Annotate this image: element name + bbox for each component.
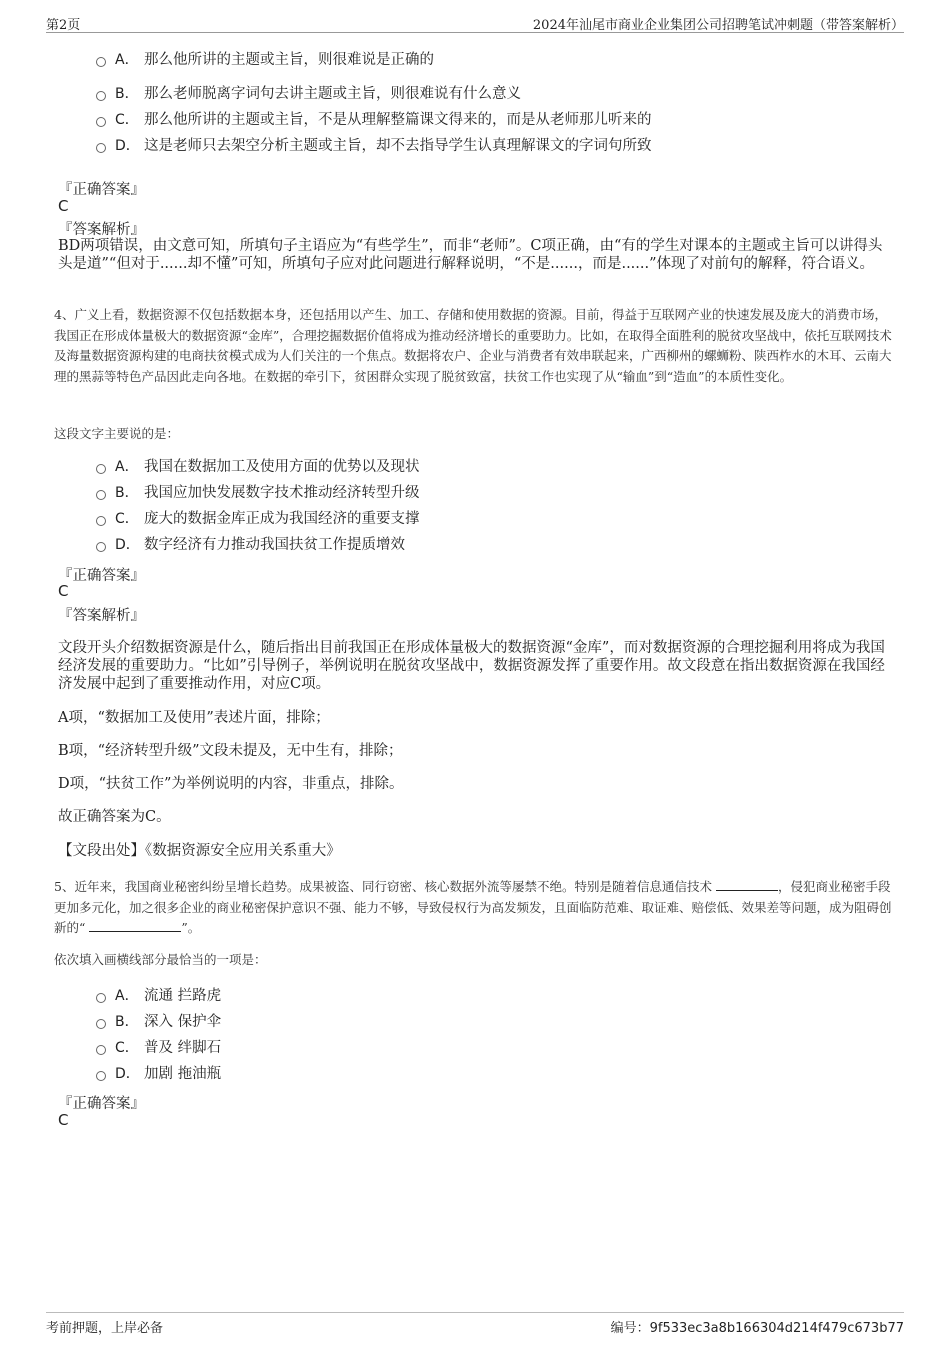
radio-icon[interactable] [96, 993, 106, 1003]
q3-answer-label: 『正确答案』 [58, 182, 145, 198]
radio-icon[interactable] [96, 91, 106, 101]
q4-source: 【文段出处】《数据资源安全应用关系重大》 [58, 843, 341, 859]
q4-analysis-d: D项，“扶贫工作”为举例说明的内容，非重点，排除。 [58, 776, 404, 792]
document-code: 编号：9f533ec3a8b166304d214f479c673b77 [610, 1321, 904, 1336]
q4-answer-label: 『正确答案』 [58, 568, 145, 584]
q4-analysis-label: 『答案解析』 [58, 608, 145, 624]
q3-analysis: BD两项错误，由文意可知，所填句子主语应为“有些学生”，而非“老师”。C项正确，由“有的学生对课本的主题或主旨可以讲得头头是道”“但对于......却不懂”可知，所填句子应对此问题进行解释说明，“不是......，而是......”体现了对前句的解释，符合语义。 [58, 238, 883, 272]
radio-icon[interactable] [96, 1071, 106, 1081]
q4-analysis-b: B项，“经济转型升级”文段未提及，无中生有，排除； [58, 743, 403, 759]
radio-icon[interactable] [96, 464, 106, 474]
document-title: 2024年汕尾市商业企业集团公司招聘笔试冲刺题（带答案解析） [532, 18, 904, 33]
q4-text: 4、广义上看，数据资源不仅包括数据本身，还包括用以产生、加工、存储和使用数据的资源。目前，得益于互联网产业的快速发展及庞大的消费市场，我国正在形成体量极大的数据资源“金库”，合理挖掘数据价值将成为推动经济增长的重要助力。比如，在取得全面胜利的脱贫攻坚战中，依托互联网技术及海量数据资源构建的电商扶贫模式成为人们关注的一个焦点。数据将农户、企业与消费者有效串联起来，广西柳州的螺蛳粉、陕西柞水的木耳、云南大理的黑蒜等特色产品因此走向各地。在数据的牵引下，贫困群众实现了脱贫致富，扶贫工作也实现了从“输血”到“造血”的本质性变化。 [54, 307, 892, 384]
q3-analysis-label: 『答案解析』 [58, 222, 145, 238]
radio-icon[interactable] [96, 143, 106, 153]
footer-slogan: 考前押题，上岸必备 [46, 1321, 164, 1336]
q5-blank-1 [716, 878, 778, 891]
page-footer [46, 1312, 904, 1335]
radio-icon[interactable] [96, 490, 106, 500]
q5-blank-2 [89, 919, 181, 932]
page-number: 第2页 [46, 18, 81, 33]
q4-analysis-a: A项，“数据加工及使用”表述片面，排除； [58, 710, 330, 726]
q5-prompt: 依次填入画横线部分最恰当的一项是： [54, 952, 267, 967]
radio-icon[interactable] [96, 516, 106, 526]
q4-answer: C [58, 582, 69, 600]
radio-icon[interactable] [96, 542, 106, 552]
q5-answer: C [58, 1111, 69, 1129]
radio-icon[interactable] [96, 117, 106, 127]
q4-analysis-main: 文段开头介绍数据资源是什么，随后指出目前我国正在形成体量极大的数据资源“金库”，而对数据资源的合理挖掘利用将成为我国经济发展的重要助力。“比如”引导例子，举例说明在脱贫攻坚战中，数据资源发挥了重要作用。故文段意在指出数据资源在我国经济发展中起到了重要推动作用，对应C项。 [58, 640, 885, 692]
q5-text: 5、近年来，我国商业秘密纠纷呈增长趋势。成果被盗、同行窃密、核心数据外流等屡禁不绝。特别是随着信息通信技术 ，侵犯商业秘密手段更加多元化，加之很多企业的商业秘密保护意识不强、能力不够，导致侵权行为高发频发，且面临防范难、取证难、赔偿低、效果差等问题，成为阻碍创新的“ ”。 [54, 879, 892, 935]
radio-icon[interactable] [96, 1045, 106, 1055]
radio-icon[interactable] [96, 1019, 106, 1029]
q3-answer: C [58, 197, 69, 215]
page-header [46, 12, 904, 33]
q4-prompt: 这段文字主要说的是： [54, 426, 180, 441]
q5-answer-label: 『正确答案』 [58, 1096, 145, 1112]
radio-icon[interactable] [96, 57, 106, 67]
q4-analysis-conclusion: 故正确答案为C。 [58, 809, 171, 825]
